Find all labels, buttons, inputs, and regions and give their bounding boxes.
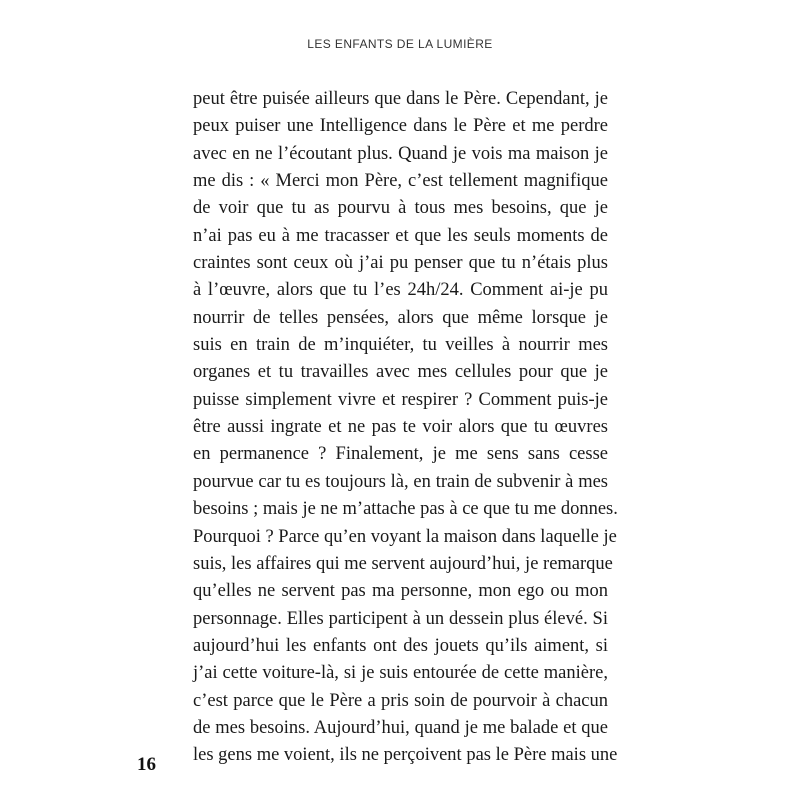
- text-line: peux puiser une Intelligence dans le Père et me perdre: [193, 116, 608, 137]
- text-line: suis en train de m’inquiéter, tu veilles à nourrir mes: [193, 335, 608, 356]
- text-line: pourvue car tu es toujours là, en train de subvenir à mes: [193, 471, 608, 492]
- text-line: à l’œuvre, alors que tu l’es 24h/24. Comment ai-je pu: [193, 280, 608, 301]
- text-line: peut être puisée ailleurs que dans le Père. Cependant, je: [193, 89, 608, 109]
- text-line: de voir que tu as pourvu à tous mes besoins, que je: [193, 198, 608, 219]
- body-text: [193, 86, 618, 770]
- text-line: craintes sont ceux où j’ai pu penser que tu n’étais plus: [193, 253, 608, 274]
- text-line: j’ai cette voiture-là, si je suis entourée de cette manière,: [193, 663, 608, 684]
- text-line: c’est parce que le Père a pris soin de pourvoir à chacun: [193, 690, 608, 711]
- text-line: être aussi ingrate et ne pas te voir alors que tu œuvres: [193, 417, 608, 438]
- text-line: en permanence ? Finalement, je me sens sans cesse: [193, 444, 608, 465]
- text-line: besoins ; mais je ne m’attache pas à ce que tu me donnes.: [193, 499, 618, 520]
- text-line: qu’elles ne servent pas ma personne, mon ego ou mon: [193, 581, 608, 602]
- page-number: 16: [137, 754, 156, 775]
- text-line: me dis : « Merci mon Père, c’est tellement magnifique: [193, 171, 608, 192]
- text-line: de mes besoins. Aujourd’hui, quand je me balade et que: [193, 717, 608, 738]
- text-line: n’ai pas eu à me tracasser et que les seuls moments de: [193, 225, 608, 246]
- text-line: puisse simplement vivre et respirer ? Comment puis-je: [193, 389, 608, 410]
- text-line: Pourquoi ? Parce qu’en voyant la maison dans laquelle je: [193, 526, 617, 547]
- text-line: les gens me voient, ils ne perçoivent pas le Père mais une: [193, 745, 618, 766]
- text-line: organes et tu travailles avec mes cellules pour que je: [193, 362, 608, 383]
- running-head: LES ENFANTS DE LA LUMIÈRE: [307, 37, 493, 51]
- text-line: suis, les affaires qui me servent aujourd’hui, je remarque: [193, 553, 613, 574]
- text-line: nourrir de telles pensées, alors que même lorsque je: [193, 307, 608, 328]
- text-line: personnage. Elles participent à un dessein plus élevé. Si: [193, 608, 608, 629]
- text-line: avec en ne l’écoutant plus. Quand je vois ma maison je: [193, 143, 608, 164]
- text-line: aujourd’hui les enfants ont des jouets qu’ils aiment, si: [193, 635, 608, 656]
